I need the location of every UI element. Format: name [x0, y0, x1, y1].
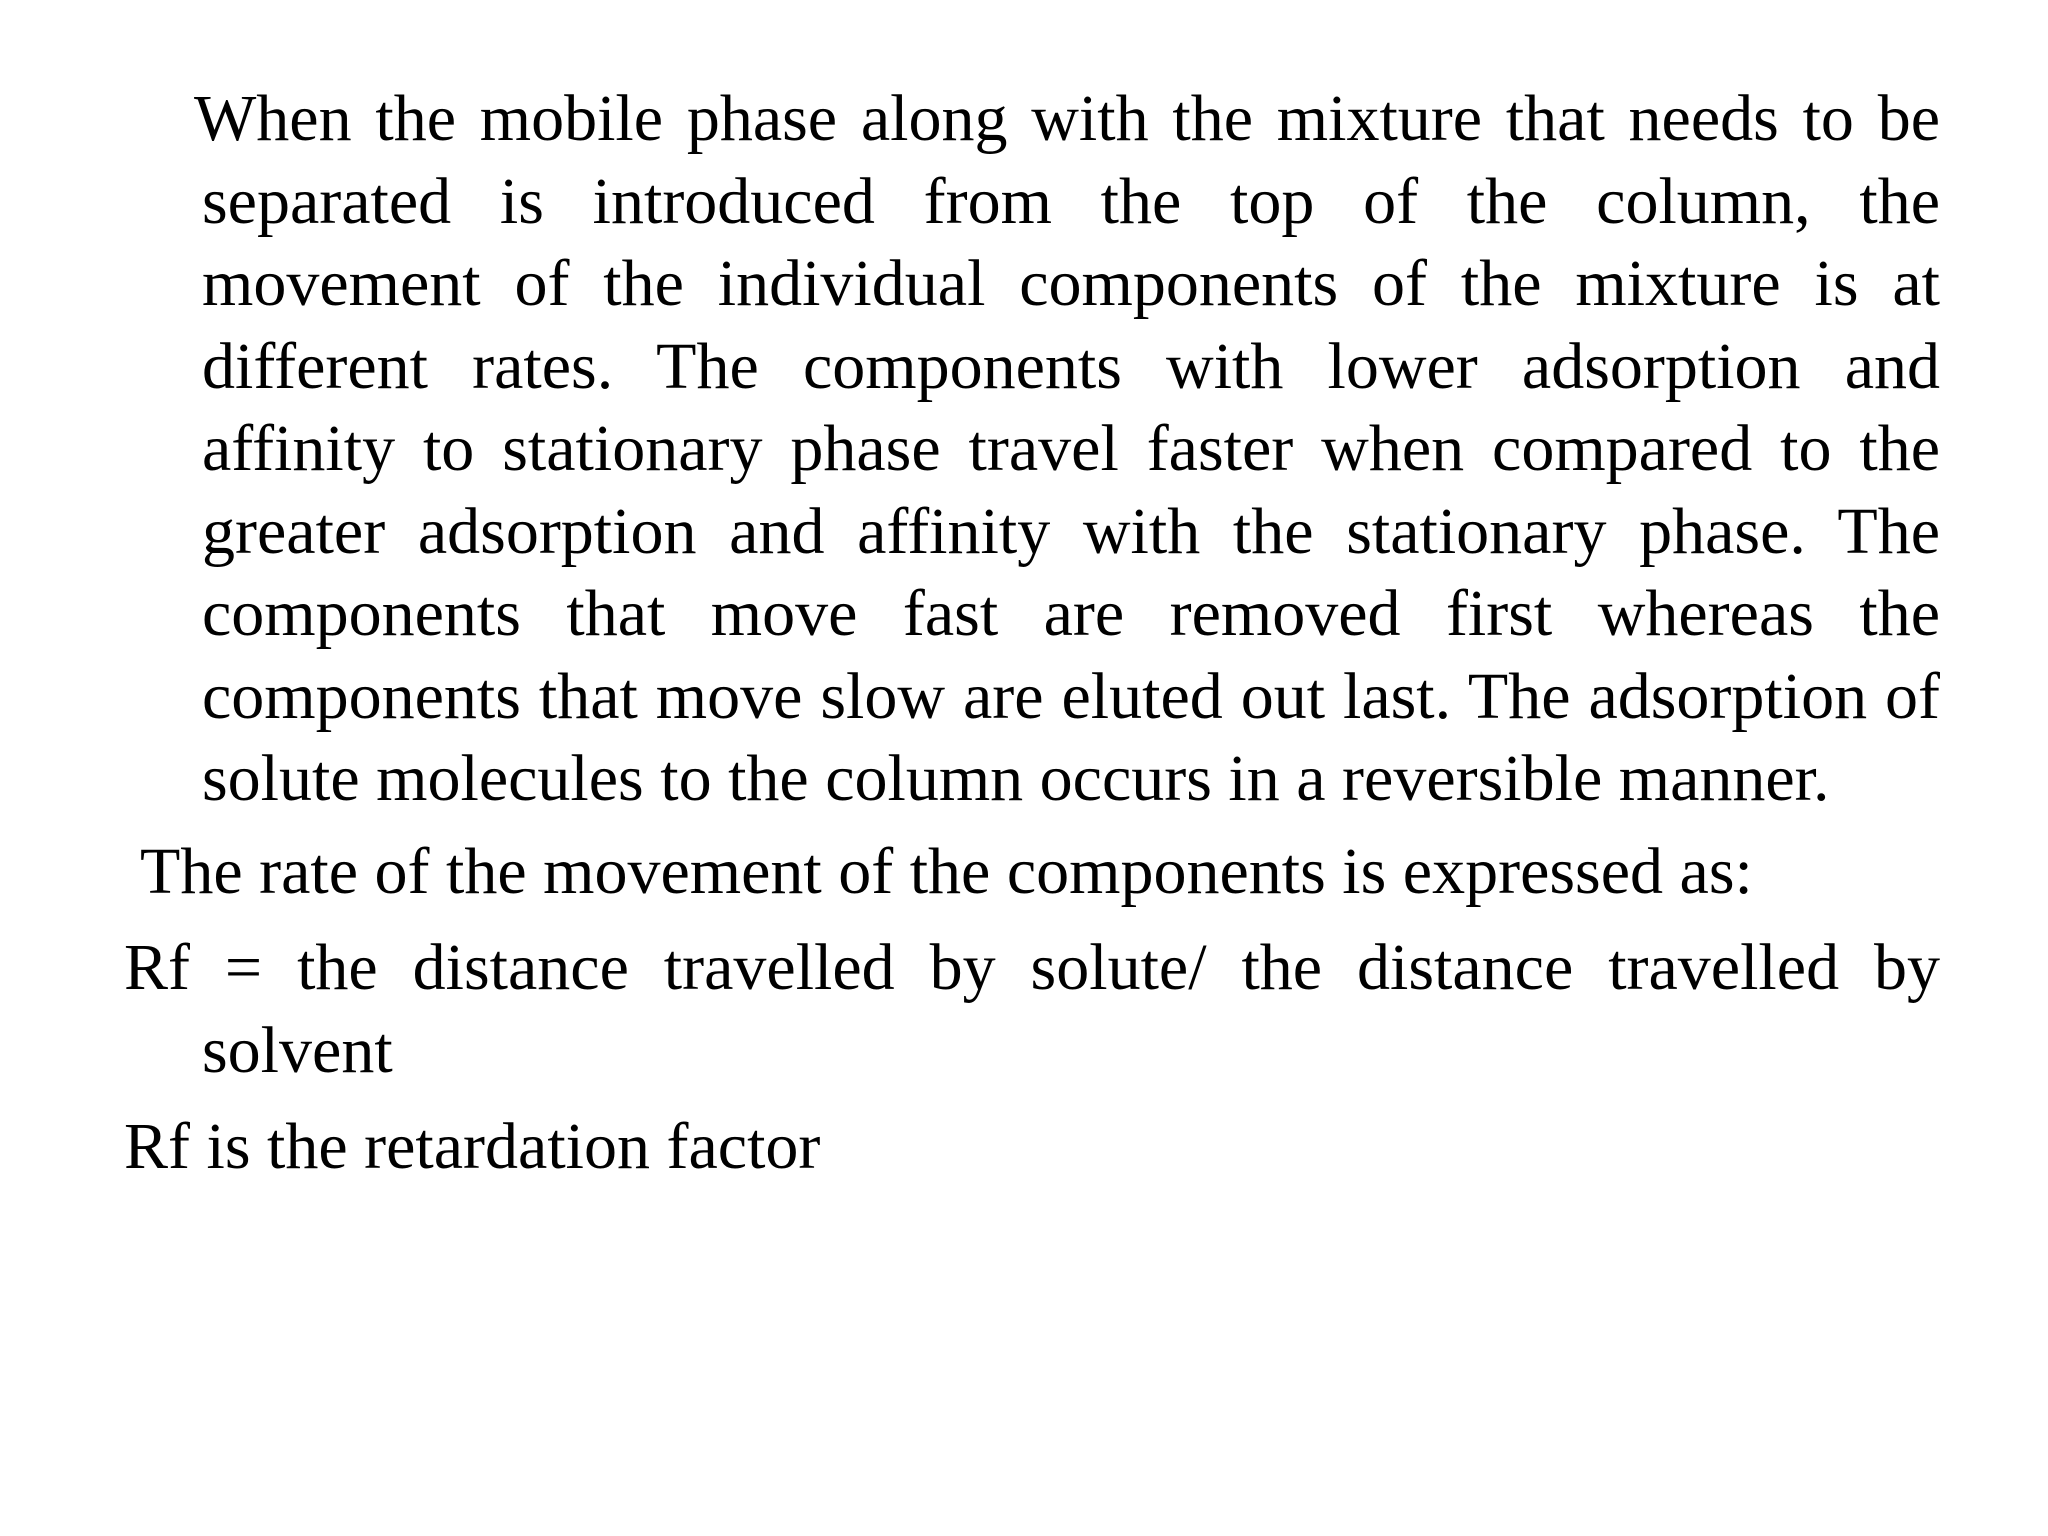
slide-text-body: [124, 78, 1940, 1189]
paragraph-rf-definition: Rf is the retardation factor: [124, 1110, 821, 1183]
paragraph-rate-intro: The rate of the movement of the components is expressed as:: [140, 834, 1753, 908]
paragraph-column-separation: When the mobile phase along with the mixture that needs to be separated is introduced from the top of the column, the movement of the individual components of the mixture is at different rates. The components with lower adsorption and affinity to stationary phase travel faster when compared to the greater adsorption and affinity with the stationary phase. The components that move fast are removed first whereas the components that move slow are eluted out last. The adsorption of solute molecules to the column occurs in a reversible manner.: [194, 82, 1940, 815]
paragraph-rf-formula: Rf = the distance travelled by solute/ the distance travelled by solvent: [124, 931, 1940, 1087]
